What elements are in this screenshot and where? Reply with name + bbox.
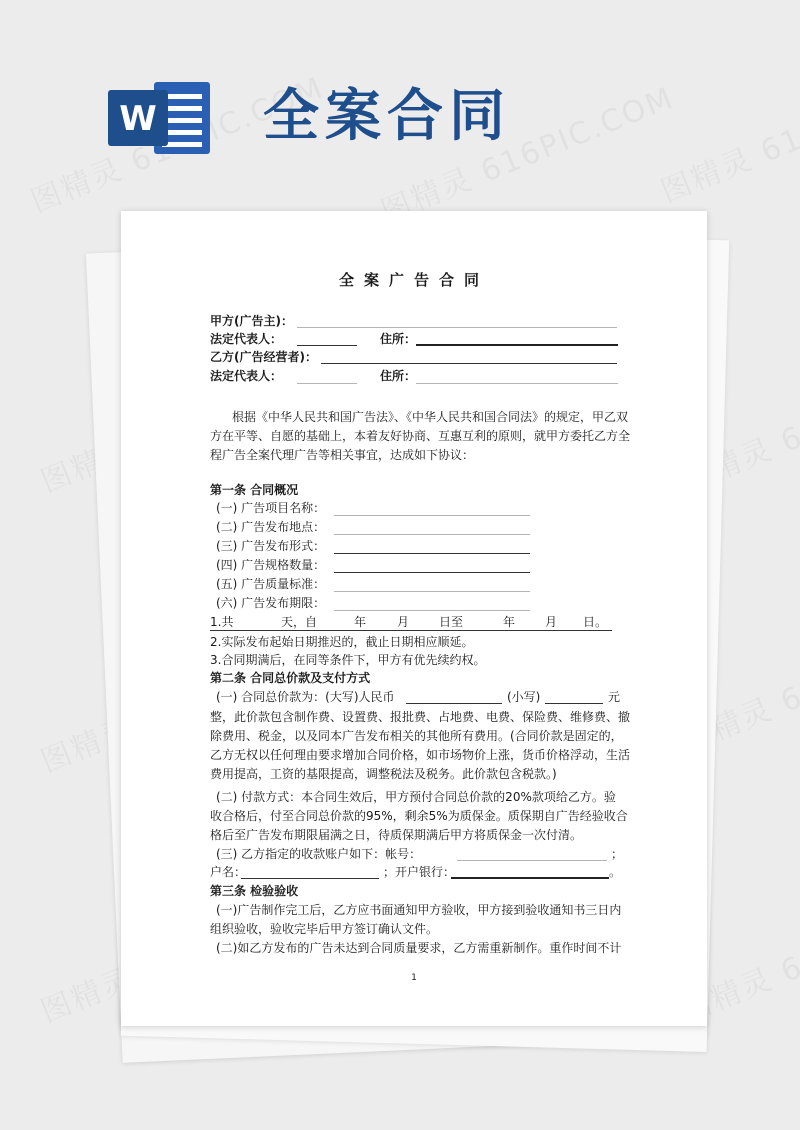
article1-item: (一) 广告项目名称： [216, 501, 326, 515]
period-part: 日至 [439, 615, 464, 629]
period-part: 月 [397, 615, 410, 629]
address-label-2: 住所： [380, 369, 417, 383]
period-part: 1.共 [210, 615, 234, 629]
party-b-field [321, 363, 617, 364]
party-a-label: 甲方(广告主)： [210, 314, 293, 328]
legal-rep-label: 法定代表人： [210, 332, 283, 346]
intro-line: 根据《中华人民共和国广告法》、《中华人民共和国合同法》的规定，甲乙双 [232, 410, 629, 424]
payment-text: 格后至广告发布期限届满之日，待质保期满后甲方将质保金一次付清。 [210, 828, 583, 842]
intro-line: 程广告全案代理广告等相关事宜，达成如下协议： [210, 448, 475, 462]
period-part: 月 [545, 615, 558, 629]
article1-note: 2.实际发布起始日期推迟的，截止日期相应顺延。 [210, 635, 474, 649]
item-field [334, 610, 530, 611]
article3-line: (二)如乙方发布的广告未达到合同质量要求，乙方需重新制作。重作时间不计 [216, 941, 622, 955]
price-label: (一) 合同总价款为：(大写)人民币 [216, 690, 395, 704]
bank-label: ；开户银行： [383, 865, 456, 879]
item-field [334, 515, 530, 516]
party-b-label: 乙方(广告经营者)： [210, 350, 317, 364]
payment-text: (二) 付款方式：本合同生效后，甲方预付合同总价款的20%款项给乙方。验 [216, 790, 616, 804]
article1-item: (三) 广告发布形式： [216, 539, 326, 553]
article1-note: 3.合同期满后，在同等条件下，甲方有优先续约权。 [210, 653, 486, 667]
address-field-2 [416, 383, 618, 384]
price-text: 整，此价款包含制作费、设置费、报批费、占地费、电费、保险费、维修费、撤 [210, 710, 631, 724]
period-part: 日。 [583, 615, 608, 629]
account-end: ； [611, 847, 624, 861]
article1-item: (五) 广告质量标准： [216, 577, 326, 591]
price-words-field [406, 703, 502, 704]
item-field [334, 572, 530, 573]
article3-line: (一)广告制作完工后，乙方应书面通知甲方验收，甲方接到验收通知书三日内 [216, 903, 622, 917]
payment-text: 收合格后，付至合同总价款的95%，剩余5%为质保金。质保期自广告经验收合 [210, 809, 628, 823]
price-text: 费用提高，工资的基限提高，调整税法及税务。此价款包含税款。) [210, 767, 557, 781]
legal-rep-field [297, 345, 357, 346]
article-heading: 第二条 合同总价款及支付方式 [210, 671, 371, 685]
legal-rep-label-2: 法定代表人： [210, 369, 283, 383]
article1-item: (二) 广告发布地点： [216, 520, 326, 534]
price-number-field [545, 703, 603, 704]
period-part: 年 [354, 615, 367, 629]
price-text: 乙方无权以任何理由要求增加合同价格，如市场物价上涨，货币价格浮动，生活 [210, 748, 631, 762]
price-unit: 元 [608, 690, 621, 704]
article1-item: (六) 广告发布期限： [216, 596, 326, 610]
price-text: 除费用、税金，以及同本广告发布相关的其他所有费用。(合同价款是固定的， [210, 729, 623, 743]
page-number: 1 [411, 973, 417, 983]
watermark [653, 53, 800, 211]
price-small-label: (小写) [507, 690, 541, 704]
item-field [334, 553, 530, 554]
address-field [416, 344, 618, 346]
article-heading: 第一条 合同概况 [210, 483, 299, 497]
article-heading: 第三条 检验验收 [210, 884, 299, 898]
article3-line: 组织验收，验收完毕后甲方签订确认文件。 [210, 922, 439, 936]
item-field [334, 591, 530, 592]
address-label: 住所： [380, 332, 417, 346]
article1-item: (四) 广告规格数量： [216, 558, 326, 572]
word-document-icon [108, 78, 214, 158]
legal-rep-field-2 [297, 383, 357, 384]
period-part: 天，自 [281, 615, 318, 629]
party-a-field [297, 327, 617, 328]
holder-label: 户名： [210, 865, 247, 879]
account-field [457, 860, 607, 861]
bank-field [451, 877, 609, 879]
item-field [334, 534, 530, 535]
period-part: 年 [503, 615, 516, 629]
word-logo-letter: W [119, 99, 157, 139]
document-title: 全案广告合同 [338, 271, 489, 289]
document-page [121, 211, 707, 1026]
period-underline [210, 630, 612, 631]
intro-line: 方在平等、自愿的基础上，本着友好协商、互惠互利的原则，就甲方委托乙方全 [210, 429, 631, 443]
holder-end: 。 [609, 865, 622, 879]
holder-field [241, 878, 379, 879]
account-label: (三) 乙方指定的收款账户如下：帐号： [216, 847, 422, 861]
page-title: 全案合同 [263, 84, 511, 149]
